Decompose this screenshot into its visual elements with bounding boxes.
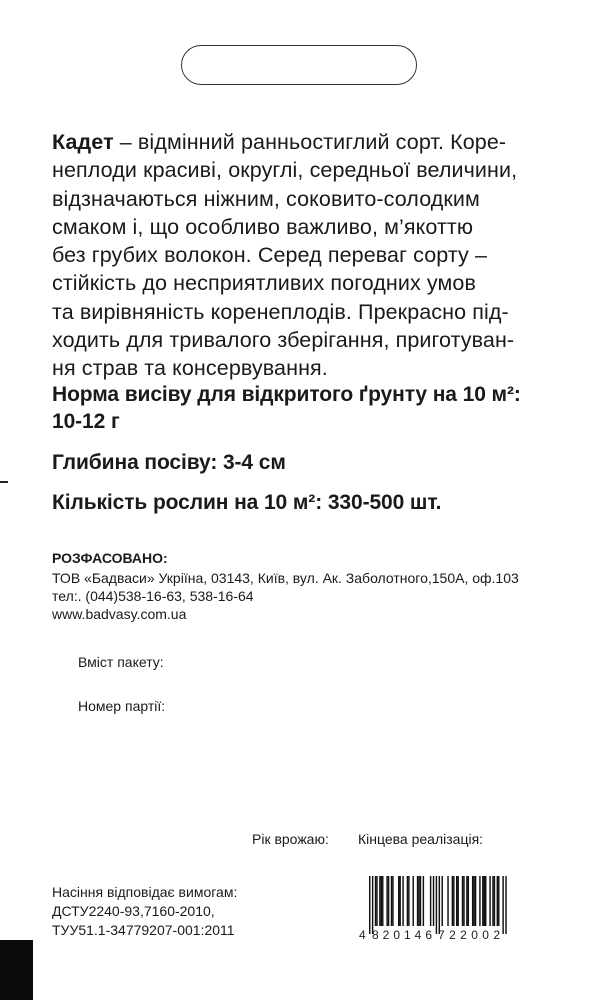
- description-line-1: Кадет – відмінний ранньостиглий сорт. Коре-: [52, 130, 507, 154]
- batch-number-label: Номер партії:: [78, 698, 166, 714]
- compliance-standard-2: ТУУ51.1-34779207-001:2011: [52, 922, 235, 938]
- sowing-depth: Глибина посіву: 3-4 см: [52, 451, 286, 474]
- packer-company: ТОВ «Бадваси» Укріїна, 03143, Київ, вул. Ак. Заболотного,150А, оф.103: [52, 570, 519, 586]
- barcode-bar: [456, 876, 457, 926]
- compliance-heading: Насіння відповідає вимогам:: [52, 884, 238, 900]
- barcode-bar: [407, 876, 408, 926]
- barcode-bar: [379, 876, 380, 926]
- barcode-bar: [442, 876, 443, 926]
- barcode-bar: [433, 876, 434, 926]
- plant-count: Кількість рослин на 10 м²: 330-500 шт.: [52, 491, 442, 514]
- barcode-bar: [381, 876, 382, 926]
- barcode-bar: [484, 876, 485, 926]
- packer-heading: РОЗФАСОВАНО:: [52, 550, 168, 566]
- barcode-bar: [453, 876, 454, 926]
- barcode-bar: [417, 876, 418, 926]
- barcode-bar: [376, 876, 377, 926]
- barcode-bar: [388, 876, 389, 926]
- barcode-bar: [472, 876, 473, 926]
- barcode-bar: [463, 876, 464, 926]
- barcode-bar: [413, 876, 414, 926]
- barcode-bar: [382, 876, 383, 926]
- barcode-bar: [408, 876, 409, 926]
- barcode-bar: [482, 876, 483, 926]
- barcode-bar: [466, 876, 467, 926]
- description-line-3: відзначаються ніжним, соковито-солодким: [52, 186, 480, 211]
- barcode-digits-right: 722002: [438, 928, 500, 942]
- barcode-bar: [462, 876, 463, 926]
- barcode-bar: [489, 876, 490, 926]
- barcode-bar: [423, 876, 424, 926]
- barcode-bar: [372, 876, 373, 934]
- barcode-bar: [430, 876, 431, 926]
- barcode-bar: [498, 876, 499, 926]
- barcode-bar: [418, 876, 419, 926]
- trim-mark: [0, 481, 8, 483]
- packer-phone: тел:. (044)538-16-63, 538-16-64: [52, 588, 254, 604]
- barcode-bar: [497, 876, 498, 926]
- barcode-bar: [398, 876, 399, 926]
- barcode-bar: [436, 876, 437, 934]
- harvest-year-label: Рік врожаю:: [252, 831, 329, 847]
- variety-description: [52, 128, 544, 383]
- barcode-bar: [479, 876, 480, 926]
- barcode-bar: [402, 876, 403, 926]
- description-line-2: неплоди красиві, округлі, середньої величини,: [52, 158, 518, 183]
- description-line-6: стійкість до несприятливих погодних умов: [52, 271, 477, 296]
- barcode-bar: [392, 876, 393, 926]
- barcode-bar: [475, 876, 476, 926]
- barcode-bar: [369, 876, 370, 934]
- barcode-digit-first: 4: [359, 928, 366, 942]
- barcode-bar: [492, 876, 493, 926]
- barcode-bar: [420, 876, 421, 926]
- barcode-bar: [473, 876, 474, 926]
- description-line-4: смаком і, що особливо важливо, м’якоттю: [52, 214, 474, 239]
- sowing-rate-line-2: 10-12 г: [52, 410, 120, 433]
- barcode-bar: [399, 876, 400, 926]
- corner-block: [0, 940, 33, 1000]
- description-line-8: ходить для тривалого зберігання, приготуван-: [52, 328, 515, 353]
- barcode-bars: [369, 876, 507, 934]
- barcode-bar: [447, 876, 448, 926]
- barcode-bar: [391, 876, 392, 926]
- barcode-bar: [452, 876, 453, 926]
- compliance-standard-1: ДСТУ2240-93,7160-2010,: [52, 903, 215, 919]
- description-line-5: без грубих волокон. Серед переваг сорту –: [52, 243, 488, 268]
- package-content-label: Вміст пакету:: [78, 654, 164, 670]
- hang-hole-slot: [181, 45, 417, 85]
- description-line-7: та вирівняність коренеплодів. Прекрасно під-: [52, 299, 509, 324]
- barcode-bar: [375, 876, 376, 926]
- ean13-barcode: [358, 876, 508, 942]
- barcode-bar: [439, 876, 440, 934]
- description-line-9: ня страв та консервування.: [52, 356, 328, 381]
- sowing-rate-line-1: Норма висіву для відкритого ґрунту на 10 м²:: [52, 383, 521, 406]
- barcode-bar: [468, 876, 469, 926]
- barcode-bar: [485, 876, 486, 926]
- barcode-bar: [494, 876, 495, 926]
- barcode-bar: [505, 876, 506, 934]
- variety-name: Кадет: [52, 130, 114, 154]
- packer-website: www.badvasy.com.ua: [52, 606, 187, 622]
- sell-by-label: Кінцева реалізація:: [358, 831, 484, 847]
- barcode-bar: [457, 876, 458, 926]
- barcode-bar: [502, 876, 503, 934]
- barcode-bar: [386, 876, 387, 926]
- barcode-digits-left: 820146: [372, 928, 432, 942]
